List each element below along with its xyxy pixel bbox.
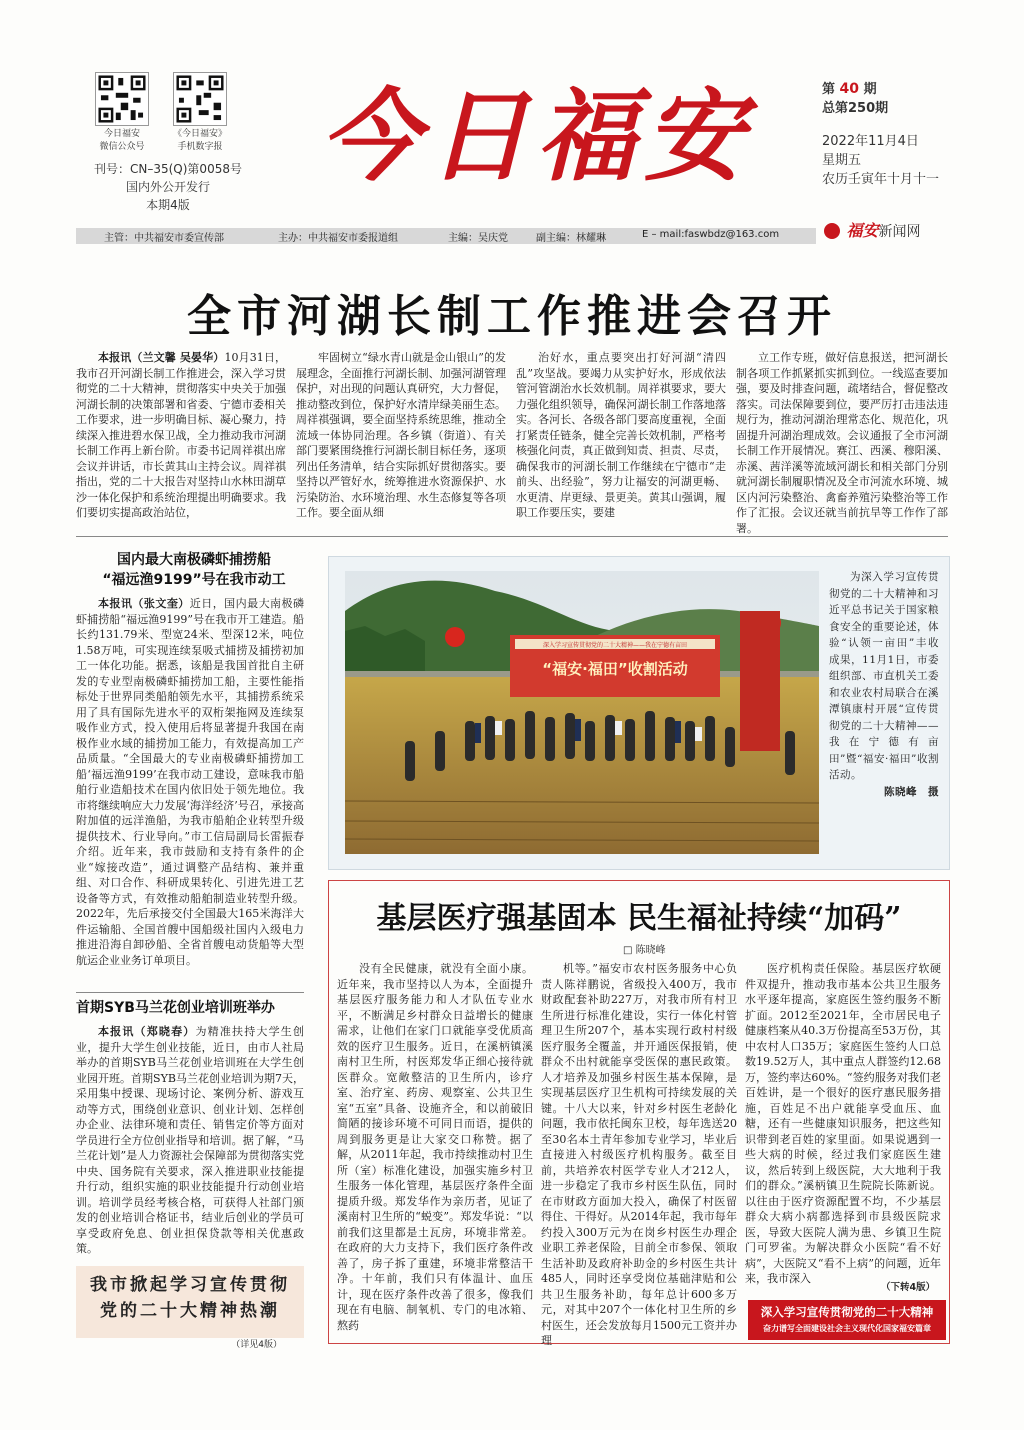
photo-frame [328, 556, 950, 870]
banner-line2: 奋力谱写全面建设社会主义现代化国家福安篇章 [763, 1324, 931, 1333]
syb-body [76, 1024, 304, 1256]
health-column-3-text: 医疗机构责任保险。基层医疗软硬件双提升，推动我市基本公共卫生服务水平逐年提高，家庭医生签约服务不断扩面。2012至2021年，全市居民电子健康档案从40.3万份提高至53万份，其中农村人口35万；家庭医生签约人口总数19.52万人，其中重点人群签约12.68万，签约率达60%。“签约服务对我们老百姓讲，是一个很好的医疗惠民服务措施，百姓足不出户就能享受血压、血糖，还有一些健康知识服务，把这些知识带到老百姓的家里面。如果说遇到一些大病的时候，经过我们家庭医生建议，然后转到上级医院，大大地利于我们的群众。”溪柄镇卫生院院长陈新说。以往由于医疗资源配置不均，不少基层群众大病小病都选择到市县级医院求医，导致大医院人满为患、乡镇卫生院门可罗雀。为解决群众小医院“看不好病”，大医院又“看不上病”的问题，近年来，我市深入 [745, 962, 941, 1285]
logo-swirl-icon [824, 223, 840, 239]
issue-number: 40 [839, 81, 860, 97]
section-divider [76, 992, 304, 993]
news-network-logo[interactable] [824, 218, 920, 241]
issue-suffix: 期 [863, 82, 877, 97]
health-column-3 [745, 961, 941, 1289]
sponsor: 主管：中共福安市委宣传部 [104, 233, 224, 244]
qr1-caption-line1: 今日福安 [103, 129, 140, 139]
fishing-headline-line2: “福远渔9199”号在我市动工 [102, 572, 286, 588]
syb-headline: 首期SYB马兰花创业培训班举办 [76, 1000, 275, 1016]
section-divider [76, 536, 948, 537]
registration-number: 刊号：CN–35(Q)第0058号 [94, 162, 242, 176]
issue-prefix: 第 [822, 82, 836, 97]
fishing-body [76, 596, 304, 986]
fishing-text: 近日，国内最大南极磷虾捕捞船“福远渔9199”号在我市开工建造。船长约131.79米、型宽24米、型深12米，吨位1.58万吨，可实现连续泵吸式捕捞及捕捞初加工一体化功能。据悉，该船是我国首批自主研发的专业型南极磷虾捕捞加工船，主要性能指标处于世界同类船舶领先水平，其捕捞系统采用了具有国际先进水平的双桁架拖网及连续泵吸作业方式，投入使用后将显著提升我国在南极作业水域的捕捞加工能力，有效提高加工产品质量。“全国最大的专业南极磷虾捕捞加工船‘福远渔9199’在我市动工建设，意味我市船舶行业造船技术在国内依旧处于领先地位。我市将继续响应大力发展‘海洋经济’号召，承接高附加值的远洋渔船，为我市船舶企业转型升级提供技术、行业导向。”市工信局副局长雷振春介绍。近年来，我市鼓励和支持有条件的企业“嫁接改造”，通过调整产品结构、兼并重组、对口合作、科研成果转化、引进先进工艺设备等方式，有效推动船舶制造业转型升级。2022年，先后承接交付全国最大165米海洋大件运输船、全国首艘中国船级社国内入级电力推进沿海自卸砂船、全省首艘电动货船等大型航运企业业务订单项目。 [76, 597, 305, 967]
harvest-photo[interactable] [345, 571, 819, 854]
lead-column-1-text: 10月31日，我市召开河湖长制工作推进会，深入学习贯彻党的二十大精神，贯彻落实中央关于加强河湖长制的决策部署和省委、宁德市委相关工作要求，进一步明确目标、凝心聚力，持续深入推进碧水保卫战，全力推动我市河湖长制工作再上新台阶。市委书记周祥祺出席会议并讲话，市长黄其山主持会议。周祥祺指出，党的二十大报告对坚持山水林田湖草沙一体化保护和系统治理提出明确要求。我们要切实提高政治站位， [76, 351, 286, 519]
special-column-banner[interactable] [748, 1300, 946, 1340]
qr-code-wechat[interactable] [90, 72, 154, 154]
photo-banner-main: “福安·福田”收割活动 [542, 660, 688, 678]
qr-code-icon [95, 72, 149, 126]
lead-headline: 全市河湖长制工作推进会召开 [187, 291, 837, 342]
photo-credit: 陈晓峰 摄 [884, 785, 939, 798]
lead-column-4-text: 立工作专班，做好信息报送，把河湖长制各项工作抓紧抓实抓到位。一线巡查要加强，要及时排查问题，疏堵结合，督促整改落实。司法保障要到位，要严厉打击违法违规行为，推动河湖治理常态化、规范化，巩固提升河湖治理成效。会议通报了全市河湖长制工作开展情况。赛江、西溪、穆阳溪、赤溪、茜洋溪等流域河湖长和相关部门分别就河湖长制履职情况及全市河流水环境、城区内河污染整治、禽畜养殖污染整治等工作作了汇报。会议还就当前抗旱等工作作了部署。 [736, 351, 948, 535]
health-byline: □ 陈晓峰 [623, 945, 666, 956]
registration-block [78, 160, 258, 214]
net-suffix: 新闻网 [878, 224, 921, 240]
fishing-headline-line1: 国内最大南极磷虾捕捞船 [117, 552, 271, 568]
deputy-editor: 副主编：林耀琳 [536, 233, 606, 244]
masthead-title: 今日福安 [320, 77, 752, 195]
banner-line1: 深入学习宣传贯彻党的二十大精神 [760, 1305, 934, 1319]
masthead-info-bar [76, 228, 816, 244]
fishing-headline [76, 550, 312, 590]
promo-page-ref: （详见4版） [231, 1340, 282, 1350]
syb-text: 为精准扶持大学生创业，提升大学生创业技能，近日，由市人社局举办的首期SYB马兰花创业培训班在大学生创业园开班。首期SYB马兰花创业培训为期7天，采用集中授课、现场讨论、案例分析、游戏互动等方式，围绕创业意识、创业计划、怎样创办企业、法律环境和责任、销售定价等方面对学员进行全方位创业指导和培训。据了解，“马兰花计划”是人力资源社会保障部为贯彻落实党中央、国务院有关要求，深入推进职业技能提升行动，组织实施的职业技能提升行动创业培训。培训学员经考核合格，可获得人社部门颁发的创业培训合格证书，结业后创业的学员可享受政府免息、创业担保贷款等相关优惠政策。 [76, 1025, 304, 1255]
photo-caption [829, 569, 939, 800]
promo-line1: 我市掀起学习宣传贯彻 [90, 1275, 290, 1295]
editor-in-chief: 主编：吴庆党 [448, 233, 508, 244]
lead-byline: 本报讯（兰文馨 吴晏华） [98, 351, 225, 364]
photo-caption-text: 为深入学习宣传贯彻党的二十大精神和习近平总书记关于国家粮食安全的重要论述，体验“认领一亩田”丰收成果，11月1日，市委组织部、市直机关工委和农业农村局联合在溪潭镇康村开展“宣传贯彻党的二十大精神——我在宁德有亩田”暨“福安·福田”收割活动。 [829, 571, 939, 781]
organizer: 主办：中共福安市委报道组 [278, 233, 398, 244]
issue-date: 2022年11月4日 [822, 134, 919, 149]
lead-column-2 [296, 350, 506, 530]
lead-column-4 [736, 350, 948, 535]
qr2-caption-line2: 手机数字报 [177, 142, 223, 152]
health-column-2 [541, 961, 737, 1347]
qr1-caption-line2: 微信公众号 [99, 142, 145, 152]
lead-column-1 [76, 350, 286, 530]
lead-column-3 [516, 350, 726, 530]
promo-box[interactable] [76, 1266, 304, 1350]
health-column-2-text: 机等。”福安市农村医务服务中心负责人陈祥鹏说，省级投入400万，我市财政配套补助227万，对我市所有村卫生所进行标准化建设，实行一体化村管理卫生所207个，基本实现行政村村级医疗服务全覆盖，并开通医保报销，使群众不出村就能享受医保的惠民政策。人才培养及加强乡村医生基本保障，是实现基层医疗卫生机构可持续发展的关键。十八大以来，针对乡村医生老龄化问题，我市依托闽东卫校，每年选送20至30名本土青年参加专业学习，毕业后直接进入村级医疗机构服务。截至目前，共培养农村医学专业人才212人，进一步稳定了我市乡村医生队伍，同时在市财政方面加大投入，确保了村医留得住、干得好。从2014年起，我市每年约投入300万元为在岗乡村医生办理企业职工养老保险，目前全市参保、领取生活补助及政府补助金的乡村医生共计485人，同时还享受岗位基础津贴和公共卫生服务补助，每年总计600多万元，对其中207个一体化村卫生所的乡村医生，还会发放每月1500元工资并办理 [541, 962, 737, 1347]
health-article-box [328, 880, 950, 1347]
distribution-note: 国内外公开发行 [125, 180, 210, 194]
health-column-1-text: 没有全民健康，就没有全面小康。近年来，我市坚持以人为本，全面提升基层医疗服务能力和人才队伍专业水平，不断满足乡村群众日益增长的健康需求，让他们在家门口就能享受优质高效的医疗卫生服务。近日，在溪柄镇溪南村卫生所，村医郑发华正细心接待就医群众。宽敞整洁的卫生所内，诊疗室、治疗室、药房、观察室、公共卫生室“五室”具备、设施齐全，和以前破旧简陋的接诊环境不可同日而语，提供的周到服务更是让大家交口称赞。据了解，从2011年起，我市持续推动村卫生所（室）标准化建设，加强实施乡村卫生服务一体化管理，基层医疗条件全面提质升级。郑发华作为亲历者，见证了溪南村卫生所的“蜕变”。郑发华说：“以前我们这里都是土瓦房，环境非常差。在政府的大力支持下，我们医疗条件改善了，房子拆了重建，环境非常整洁干净。十年前，我们只有体温计、血压计，现在医疗条件改善了很多，像我们现在有电脑、制氧机、专门的电冰箱、熬药 [337, 962, 533, 1332]
lunar-date: 农历壬寅年十月十一 [822, 172, 940, 187]
promo-line2: 党的二十大精神热潮 [100, 1301, 280, 1321]
lead-column-2-text: 牢固树立“绿水青山就是金山银山”的发展理念，全面推行河湖长制、加强河湖管理保护，对出现的问题认真研究，大力督促，推动整改到位，保护好水清岸绿美丽生态。周祥祺强调，要全面坚持系统思维，推动全流域一体协同治理。各乡镇（街道）、有关部门要紧围绕推行河湖长制目标任务，逐项列出任务清单，结合实际抓好贯彻落实。要坚持以严管好水，统筹推进水资源保护、水污染防治、水环境治理、水生态修复等各项工作。要全面从细 [296, 351, 506, 519]
health-headline: 基层医疗强基固本 民生福祉持续“加码” [376, 901, 902, 936]
qr2-caption-line1: 《今日福安》 [172, 129, 227, 139]
net-brand: 福安 [846, 221, 879, 240]
qr-code-digital[interactable] [168, 72, 232, 154]
issue-info [822, 80, 952, 189]
fishing-byline: 本报讯（张文奎） [98, 597, 190, 610]
contact-email[interactable]: E – mail:faswbdz@163.com [642, 229, 780, 240]
lead-column-3-text: 治好水，重点要突出打好河湖“清四乱”攻坚战。要竭力从实护好水，形成依法管河管湖治水长效机制。周祥祺要求，要大力强化组织领导，确保河湖长制工作落地落实。各河长、各级各部门要高度重视，全面打紧责任链条，健全完善长效机制，严格考核强化问责，真正做到知责、担责、尽责，确保我市的河湖长制工作继续在宁德市“走前头、出经验”，努力让福安的河湖更畅、水更清、岸更绿、景更美。黄其山强调，履职工作要压实，要建 [516, 351, 726, 519]
health-continue-note: （下转4版） [881, 1279, 935, 1293]
total-issue: 总第250期 [822, 101, 889, 116]
qr-code-icon [173, 72, 227, 126]
photo-banner-small: 深入学习宣传贯彻党的二十大精神——我在宁德有亩田 [542, 642, 688, 649]
page-count: 本期4版 [146, 198, 190, 212]
health-column-1 [337, 961, 533, 1339]
syb-byline: 本报讯（郑晓春） [98, 1025, 196, 1038]
harvest-scene-image [345, 571, 819, 854]
issue-weekday: 星期五 [822, 153, 862, 168]
